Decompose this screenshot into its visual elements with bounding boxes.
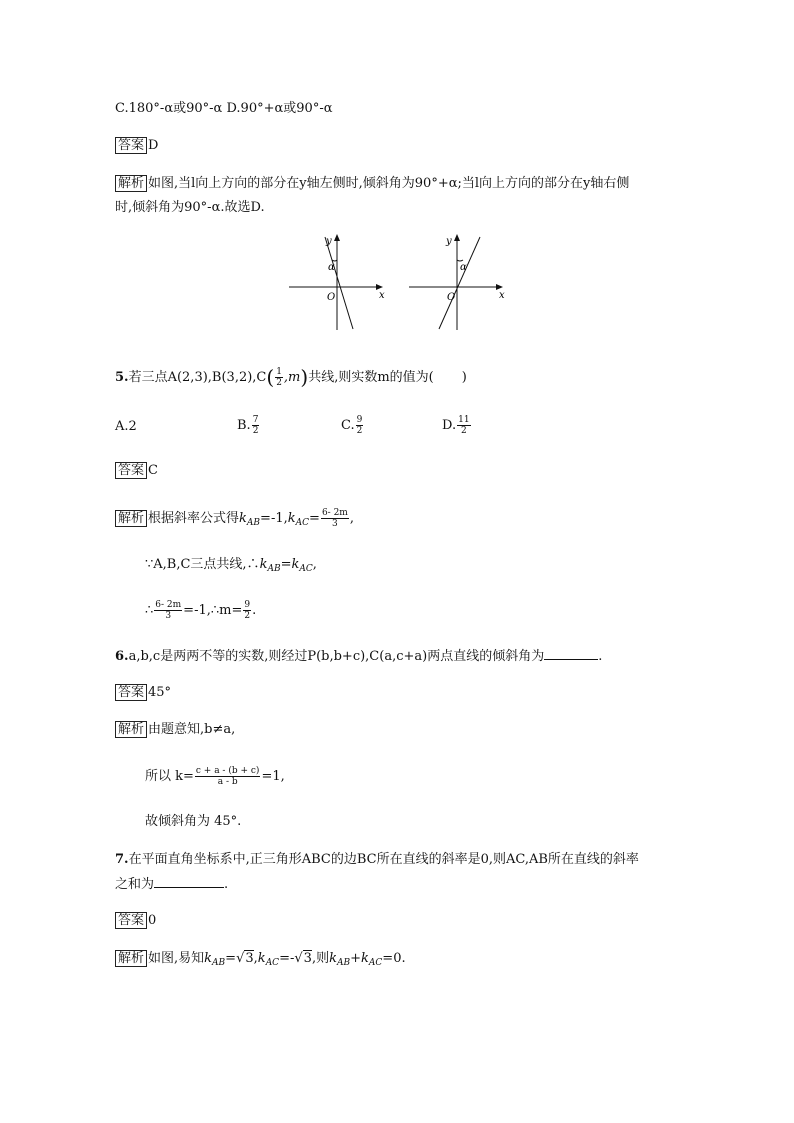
q7-stem-line2: 之和为 . bbox=[115, 877, 229, 892]
paren-open: ( bbox=[266, 365, 275, 389]
line-l bbox=[439, 237, 480, 329]
q5-option-d: D. $\frac{11}{2}$ bbox=[442, 415, 470, 436]
y-label: y bbox=[326, 236, 332, 247]
origin-label: O bbox=[327, 292, 336, 303]
q5-option-b: B. $\frac{7}{2}$ bbox=[237, 415, 259, 436]
stem-text: a,b,c是两两不等的实数,则经过P(b,b+c),C(a,c+a)两点直线的倾斜角为 bbox=[128, 649, 545, 664]
stem-m: ,m bbox=[283, 370, 301, 385]
q4-explanation-line2 bbox=[115, 199, 265, 217]
stem-text: 共线,则实数m的值为( bbox=[308, 370, 434, 385]
angle-arc bbox=[332, 260, 337, 261]
alpha-label: α bbox=[460, 262, 467, 273]
q6-explanation-line2: 所以 k= $\frac{c + a - (b + c)}{a - b}$ =1, bbox=[145, 766, 285, 787]
paren-close: ) bbox=[300, 365, 309, 389]
answer-tag: 答案 bbox=[115, 137, 147, 154]
graph-left bbox=[285, 232, 395, 332]
answer-value: 45° bbox=[148, 685, 172, 700]
q4-options bbox=[115, 100, 333, 118]
q4-option-c: C.180°-α或90°-α bbox=[115, 101, 223, 116]
explain-tag: 解析 bbox=[115, 175, 147, 192]
y-label: y bbox=[446, 236, 452, 247]
q4-answer bbox=[115, 137, 158, 155]
q6-explanation-line1: 解析 由题意知,b≠a, bbox=[115, 721, 235, 739]
question-number: 6. bbox=[115, 649, 129, 664]
question-number: 7. bbox=[115, 852, 129, 867]
x-label: x bbox=[379, 290, 385, 301]
q4-option-d: D.90°+α或90°-α bbox=[226, 101, 333, 116]
q5-answer bbox=[115, 462, 158, 480]
stem-text: 若三点A(2,3),B(3,2),C bbox=[128, 370, 267, 385]
x-label: x bbox=[499, 290, 505, 301]
q5-explanation-line1: 解析 根据斜率公式得$k_{AB}=-1,k_{AC}=$ $\frac{6- 2m}{3}$ , bbox=[115, 508, 354, 532]
stem-close: ) bbox=[461, 370, 467, 385]
y-arrow bbox=[334, 234, 340, 241]
answer-value: C bbox=[148, 463, 158, 478]
sqrt-symbol: √3 bbox=[294, 951, 312, 966]
answer-blank[interactable] bbox=[154, 875, 224, 888]
q5-stem bbox=[115, 367, 467, 388]
explain-text: 如图,当l向上方向的部分在y轴左侧时,倾斜角为90°+α;当l向上方向的部分在y轴右侧 bbox=[148, 176, 630, 191]
answer-value: 0 bbox=[148, 913, 157, 928]
stem-text: 在平面直角坐标系中,正三角形ABC的边BC所在直线的斜率是0,则AC,AB所在直线的斜率 bbox=[128, 852, 639, 867]
origin-label: O bbox=[447, 292, 456, 303]
q6-explanation-line3: 故倾斜角为 45°. bbox=[145, 814, 242, 829]
answer-tag: 答案 bbox=[115, 462, 147, 479]
question-number: 5. bbox=[115, 370, 129, 385]
line-l bbox=[325, 237, 353, 329]
q6-answer bbox=[115, 684, 171, 702]
q7-stem-line1 bbox=[115, 851, 639, 869]
q7-explanation: 解析 如图,易知$k_{AB}=√3,k_{AC}=-√3$,则$k_{AB}+k_{AC}=0$. bbox=[115, 950, 406, 972]
y-arrow bbox=[454, 234, 460, 241]
explain-tag: 解析 bbox=[115, 950, 147, 967]
answer-value: D bbox=[148, 138, 159, 153]
alpha-label: α bbox=[328, 262, 335, 273]
sqrt-symbol: √3 bbox=[236, 951, 254, 966]
q5-explanation-line2: ∵A,B,C三点共线$,\therefore k_{AB}=k_{AC}$, bbox=[145, 557, 317, 574]
q5-explanation-line3: ∴ $\frac{6- 2m}{3}$ =-1,∴m= $\frac{9}{2}$ . bbox=[145, 600, 257, 621]
answer-tag: 答案 bbox=[115, 912, 147, 929]
q6-stem: 6.a,b,c是两两不等的实数,则经过P(b,b+c),C(a,c+a)两点直线的倾斜角为 . bbox=[115, 649, 603, 664]
answer-blank[interactable] bbox=[544, 647, 598, 660]
explain-tag: 解析 bbox=[115, 510, 147, 527]
q7-answer bbox=[115, 912, 156, 930]
answer-tag: 答案 bbox=[115, 684, 147, 701]
angle-arc bbox=[457, 260, 463, 261]
q5-option-c: C. $\frac{9}{2}$ bbox=[341, 415, 363, 436]
explain-text: 时,倾斜角为90°-α.故选D. bbox=[115, 200, 265, 215]
explain-tag: 解析 bbox=[115, 721, 147, 738]
graph-right bbox=[405, 232, 515, 332]
q5-option-a: A.2 bbox=[115, 419, 137, 434]
q4-explanation-line1 bbox=[115, 175, 629, 193]
fraction: $\frac{1}{2}$ bbox=[276, 367, 282, 388]
